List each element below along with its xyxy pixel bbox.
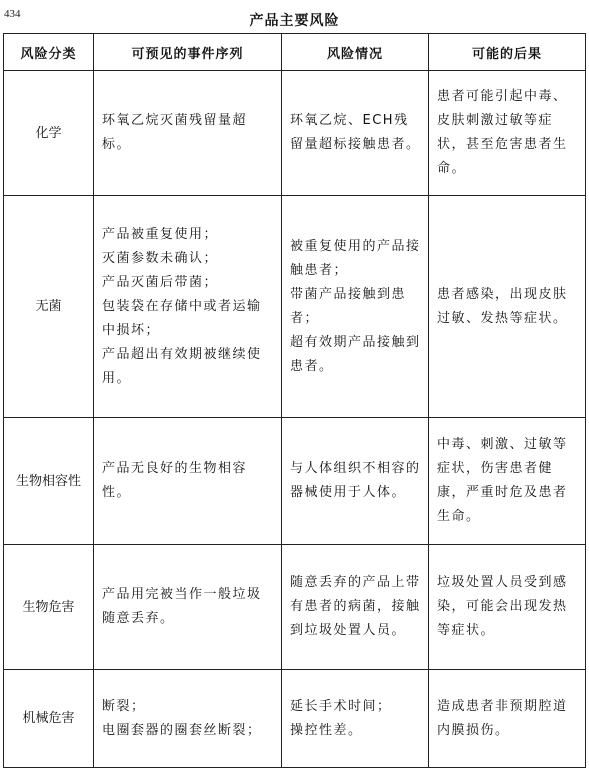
table-row <box>4 545 586 670</box>
header-row <box>4 34 586 71</box>
risk-category <box>4 196 94 418</box>
header-consequence: 可能的后果 <box>429 34 586 71</box>
header-situation: 风险情况 <box>282 34 429 71</box>
risk-category <box>4 545 94 670</box>
table-row <box>4 418 586 545</box>
possible-consequence-line: 患者感染，出现皮肤过敏、发热等症状。 <box>437 286 568 326</box>
risk-situation <box>282 418 429 545</box>
risk-table <box>3 33 586 768</box>
table-row <box>4 670 586 768</box>
header-sequence: 可预见的事件序列 <box>94 34 282 71</box>
risk-situation-line: 被重复使用的产品接触患者； <box>290 238 421 278</box>
event-sequence-line: 产品被重复使用； <box>102 226 219 242</box>
possible-consequence <box>429 418 586 545</box>
possible-consequence-line: 中毒、刺激、过敏等症状，伤害患者健康，严重时危及患者生命。 <box>437 437 568 524</box>
event-sequence-line: 产品无良好的生物相容性。 <box>102 461 248 500</box>
possible-consequence-line: 患者可能引起中毒、皮肤刺激过敏等症状，甚至危害患者生命。 <box>437 89 568 176</box>
possible-consequence <box>429 71 586 196</box>
risk-category-text: 生物危害 <box>22 599 75 615</box>
header-category: 风险分类 <box>4 34 94 71</box>
possible-consequence-line: 垃圾处置人员受到感染，可能会出现发热等症状。 <box>437 575 568 638</box>
risk-situation-line: 随意丢弃的产品上带有患者的病菌，接触到垃圾处置人员。 <box>290 575 421 638</box>
risk-category <box>4 670 94 768</box>
table-row <box>4 196 586 418</box>
event-sequence-line: 包装袋在存储中或者运输中损坏； <box>102 298 262 338</box>
table-title: 产品主要风险 <box>249 13 340 29</box>
event-sequence-line: 灭菌参数未确认； <box>102 250 219 266</box>
event-sequence-line: 产品灭菌后带菌； <box>102 274 219 290</box>
event-sequence-line: 产品超出有效期被继续使用。 <box>102 346 262 386</box>
event-sequence-line: 环氧乙烷灭菌残留量超标。 <box>102 113 248 152</box>
possible-consequence <box>429 670 586 768</box>
risk-category-text: 生物相容性 <box>15 473 81 489</box>
risk-situation <box>282 545 429 670</box>
risk-category-text: 无菌 <box>35 299 62 314</box>
risk-category <box>4 71 94 196</box>
event-sequence-line: 产品用完被当作一般垃圾随意丢弃。 <box>102 587 262 626</box>
possible-consequence <box>429 545 586 670</box>
table-row <box>4 71 586 196</box>
risk-situation <box>282 670 429 768</box>
risk-situation-line: 与人体组织不相容的器械使用于人体。 <box>290 461 421 500</box>
risk-situation <box>282 71 429 196</box>
event-sequence-line: 电圈套器的圈套丝断裂； <box>102 722 262 738</box>
event-sequence <box>94 670 282 768</box>
risk-category-text: 机械危害 <box>22 711 75 726</box>
risk-situation-line: 环氧乙烷、ECH残留量超标接触患者。 <box>290 113 421 152</box>
risk-situation-line: 带菌产品接触到患者； <box>290 286 407 326</box>
risk-situation-line: 超有效期产品接触到患者。 <box>290 334 421 374</box>
risk-situation-line: 操控性差。 <box>290 722 363 738</box>
event-sequence-line: 断裂； <box>102 698 146 714</box>
possible-consequence-line: 造成患者非预期腔道内膜损伤。 <box>437 698 568 738</box>
event-sequence <box>94 418 282 545</box>
risk-situation <box>282 196 429 418</box>
risk-situation-line: 延长手术时间； <box>290 698 392 714</box>
event-sequence <box>94 545 282 670</box>
event-sequence <box>94 71 282 196</box>
event-sequence <box>94 196 282 418</box>
risk-category <box>4 418 94 545</box>
risk-category-text: 化学 <box>35 125 62 141</box>
page-number: 434 <box>4 8 21 20</box>
possible-consequence <box>429 196 586 418</box>
